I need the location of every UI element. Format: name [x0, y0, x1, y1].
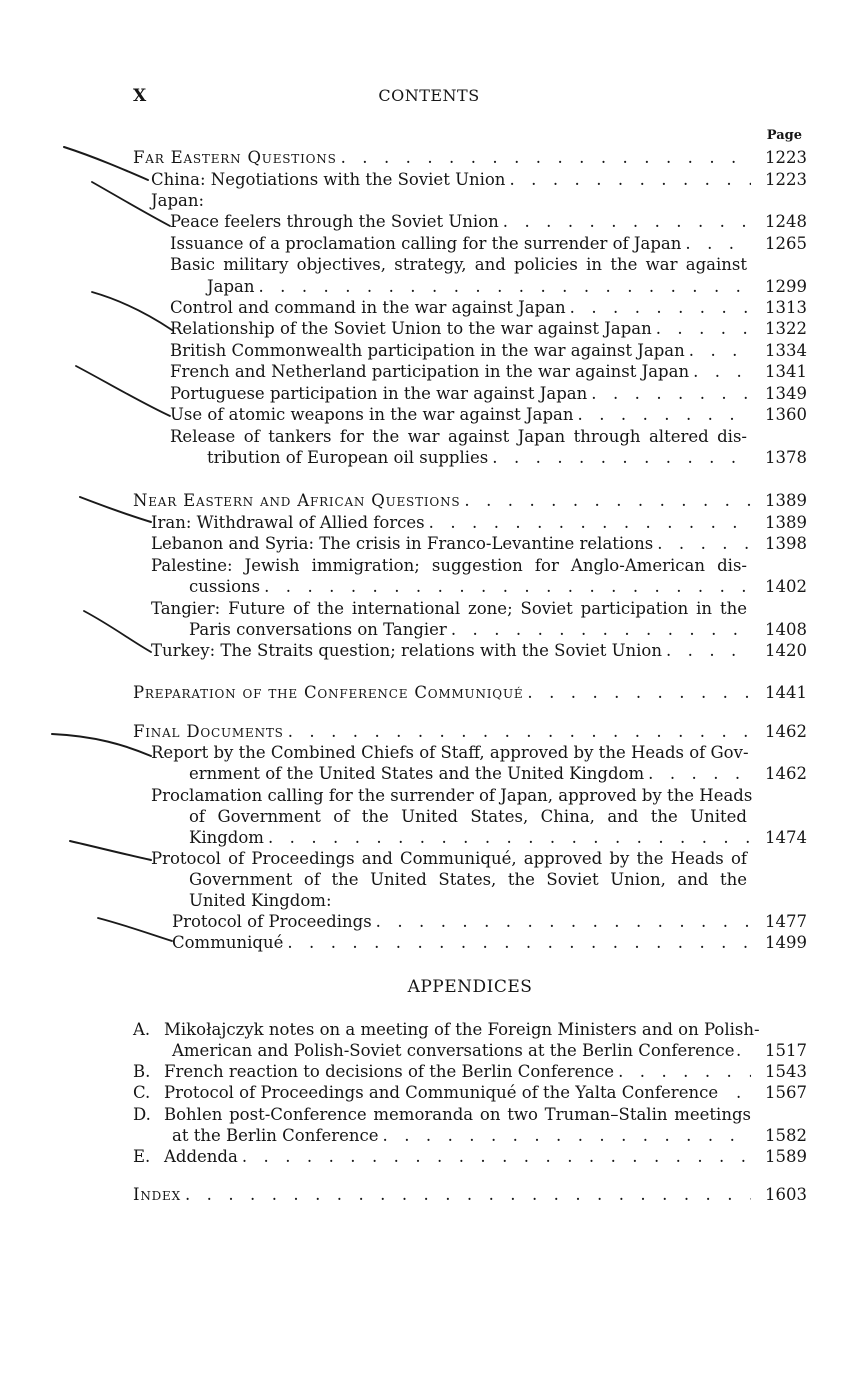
leader-dots	[499, 211, 751, 232]
entry-text: Control and command in the war against Japan	[170, 298, 566, 317]
appendix-letter: C.	[133, 1083, 151, 1102]
leader-dots	[460, 490, 751, 511]
entry-text: Communiqué	[172, 933, 284, 952]
toc-entry-palestine[interactable]	[189, 576, 807, 597]
leader-dots	[653, 533, 751, 554]
toc-entry-appendix-e[interactable]	[164, 1146, 807, 1167]
entry-text-line: Proclamation calling for the surrender of Japan, approved by the Heads	[151, 786, 753, 805]
leader-dots	[260, 576, 751, 597]
page-ref: 1462	[765, 764, 807, 783]
toc-entry-proclamation-final[interactable]	[189, 827, 807, 848]
page-title: CONTENTS	[378, 86, 480, 105]
leader-dots	[254, 276, 751, 297]
toc-entry-portuguese[interactable]	[170, 383, 807, 404]
entry-text: Addenda	[164, 1147, 238, 1166]
appendix-letter: E.	[133, 1147, 151, 1166]
entry-text: Japan	[207, 277, 255, 296]
leader-dots	[523, 682, 751, 703]
leader-dots	[284, 721, 751, 742]
page-ref: 1389	[765, 513, 807, 532]
leader-dots	[587, 383, 751, 404]
appendix-letter: D.	[133, 1105, 151, 1124]
toc-entry-proclamation[interactable]	[170, 233, 807, 254]
leader-dots	[505, 169, 751, 190]
page-ref: 1349	[765, 384, 807, 403]
entry-text: Paris conversations on Tangier	[189, 620, 447, 639]
leader-dots	[614, 1061, 751, 1082]
section-heading: Index	[133, 1185, 181, 1204]
page-ref: 1462	[765, 722, 807, 741]
page-ref: 1589	[765, 1147, 807, 1166]
entry-text: tribution of European oil supplies	[207, 448, 489, 467]
entry-text: cussions	[189, 577, 261, 596]
page-ref: 1313	[765, 298, 807, 317]
leader-dots	[662, 640, 751, 661]
appendices-title: APPENDICES	[407, 977, 533, 997]
entry-text-line: Report by the Combined Chiefs of Staff, approved by the Heads of Gov-	[151, 743, 749, 762]
leader-dots	[685, 340, 751, 361]
toc-entry-turkey[interactable]	[151, 640, 807, 661]
leader-dots	[238, 1146, 751, 1167]
pencil-mark	[92, 292, 172, 330]
leader-dots	[447, 619, 751, 640]
entry-text-line: Palestine: Jewish immigration; suggestion for Anglo-American dis-	[151, 556, 747, 575]
leader-dots	[337, 147, 751, 168]
page-ref: 1223	[765, 148, 807, 167]
leader-dots: .	[736, 1083, 742, 1102]
entry-text: British Commonwealth participation in the war against Japan	[170, 341, 685, 360]
entry-text: Peace feelers through the Soviet Union	[170, 212, 499, 231]
leader-dots: .	[736, 1041, 742, 1060]
entry-text-line: Protocol of Proceedings and Communiqué, approved by the Heads of	[151, 849, 747, 868]
leader-dots	[425, 512, 751, 533]
leader-dots	[644, 763, 751, 784]
toc-entry-communique[interactable]	[172, 932, 807, 953]
entry-text: at the Berlin Conference	[172, 1126, 379, 1145]
toc-entry-combined-chiefs-report[interactable]	[189, 763, 807, 784]
toc-entry-soviet-relationship[interactable]	[170, 318, 807, 339]
entry-text-line: Bohlen post-Conference memoranda on two Truman–Stalin meetings	[164, 1105, 751, 1124]
page-ref: 1567	[765, 1083, 807, 1102]
toc-entry-iran[interactable]	[151, 512, 807, 533]
page-ref: 1420	[765, 641, 807, 660]
leader-dots	[372, 911, 751, 932]
toc-entry-china[interactable]	[151, 169, 807, 190]
toc-entry-final-documents[interactable]	[133, 721, 807, 742]
page-ref: 1341	[765, 362, 807, 381]
page-ref: 1299	[765, 277, 807, 296]
appendix-letter: B.	[133, 1062, 151, 1081]
section-heading: Final Documents	[133, 722, 284, 741]
page-ref: 1248	[765, 212, 807, 231]
page-ref: 1408	[765, 620, 807, 639]
page-ref: 1474	[765, 828, 807, 847]
page-ref: 1441	[765, 683, 807, 702]
page-ref: 1223	[765, 170, 807, 189]
page-ref: 1477	[765, 912, 807, 931]
toc-entry-french[interactable]	[170, 361, 807, 382]
leader-dots	[689, 361, 751, 382]
entry-text: Relationship of the Soviet Union to the war against Japan	[170, 319, 652, 338]
entry-text: China: Negotiations with the Soviet Union	[151, 170, 506, 189]
leader-dots	[488, 447, 751, 468]
appendix-letter: A.	[133, 1020, 151, 1039]
page-ref: 1389	[765, 491, 807, 510]
entry-text-line: of Government of the United States, China, and the United	[189, 807, 747, 826]
leader-dots	[181, 1184, 751, 1205]
page-column-label: Page	[766, 128, 802, 143]
appendix-c-text: Protocol of Proceedings and Communiqué of the Yalta Conference	[164, 1083, 719, 1102]
entry-text-line: Release of tankers for the war against Japan through altered dis-	[170, 427, 747, 446]
page-ref: 1322	[765, 319, 807, 338]
entry-text: Iran: Withdrawal of Allied forces	[151, 513, 425, 532]
toc-entry-appendix-b[interactable]	[164, 1061, 807, 1082]
toc-entry-atomic[interactable]	[170, 404, 807, 425]
entry-text-line: Government of the United States, the Soviet Union, and the	[189, 870, 747, 889]
toc-entry-index[interactable]	[133, 1184, 807, 1205]
entry-text: French and Netherland participation in the war against Japan	[170, 362, 690, 381]
page-ref: 1543	[765, 1062, 807, 1081]
page-ref: 1378	[765, 448, 807, 467]
entry-text: Lebanon and Syria: The crisis in Franco-Levantine relations	[151, 534, 654, 553]
pencil-mark	[70, 841, 151, 860]
toc-entry-control-command[interactable]	[170, 297, 807, 318]
appendix-a-text: American and Polish-Soviet conversations at the Berlin Conference	[172, 1041, 735, 1060]
toc-entry-far-eastern[interactable]	[133, 147, 807, 168]
entry-text: Kingdom	[189, 828, 264, 847]
section-heading: Near Eastern and African Questions	[133, 491, 461, 510]
page-ref: 1603	[765, 1185, 807, 1204]
entry-text-line: Basic military objectives, strategy, and policies in the war against	[170, 255, 747, 274]
pencil-mark	[98, 918, 172, 941]
entry-text: French reaction to decisions of the Berlin Conference	[164, 1062, 615, 1081]
toc-entry-british[interactable]	[170, 340, 807, 361]
entry-text: Turkey: The Straits question; relations with the Soviet Union	[151, 641, 662, 660]
toc-entry-protocol-proceedings[interactable]	[172, 911, 807, 932]
section-heading: Preparation of the Conference Communiqué	[133, 683, 524, 702]
page-ref: 1582	[765, 1126, 807, 1145]
page-ref: 1265	[765, 234, 807, 253]
leader-dots	[681, 233, 751, 254]
entry-text: Issuance of a proclamation calling for the surrender of Japan	[170, 234, 682, 253]
leader-dots	[379, 1125, 751, 1146]
page-ref: 1334	[765, 341, 807, 360]
pencil-mark	[84, 611, 151, 652]
page-ref: 1402	[765, 577, 807, 596]
entry-text-line: Tangier: Future of the international zone; Soviet participation in the	[151, 599, 747, 618]
entry-text: Protocol of Proceedings	[172, 912, 372, 931]
section-heading: Far Eastern Questions	[133, 148, 337, 167]
page-number: X	[133, 86, 147, 106]
leader-dots	[574, 404, 751, 425]
toc-entry-peace-feelers[interactable]	[170, 211, 807, 232]
entry-text: Use of atomic weapons in the war against Japan	[170, 405, 574, 424]
toc-entry-appendix-d[interactable]	[172, 1125, 807, 1146]
entry-text: Portuguese participation in the war against Japan	[170, 384, 588, 403]
leader-dots	[566, 297, 751, 318]
page-ref: 1517	[765, 1041, 807, 1060]
toc-entry-near-eastern[interactable]	[133, 490, 807, 511]
toc-entry-lebanon[interactable]	[151, 533, 807, 554]
entry-text-line: Mikołajczyk notes on a meeting of the Foreign Ministers and on Polish-	[164, 1020, 760, 1039]
leader-dots	[283, 932, 751, 953]
leader-dots	[652, 318, 751, 339]
page-ref: 1360	[765, 405, 807, 424]
page-ref: 1398	[765, 534, 807, 553]
toc-entry-tangier[interactable]	[189, 619, 807, 640]
toc-entry-communique-prep[interactable]	[133, 682, 807, 703]
subheading-japan: Japan:	[151, 191, 205, 210]
pencil-mark	[76, 366, 170, 416]
entry-text-line: United Kingdom:	[189, 891, 332, 910]
toc-entry-military-objectives[interactable]	[207, 276, 807, 297]
leader-dots	[264, 827, 751, 848]
entry-text: ernment of the United States and the United Kingdom	[189, 764, 645, 783]
page-ref: 1499	[765, 933, 807, 952]
toc-entry-tankers[interactable]	[207, 447, 807, 468]
